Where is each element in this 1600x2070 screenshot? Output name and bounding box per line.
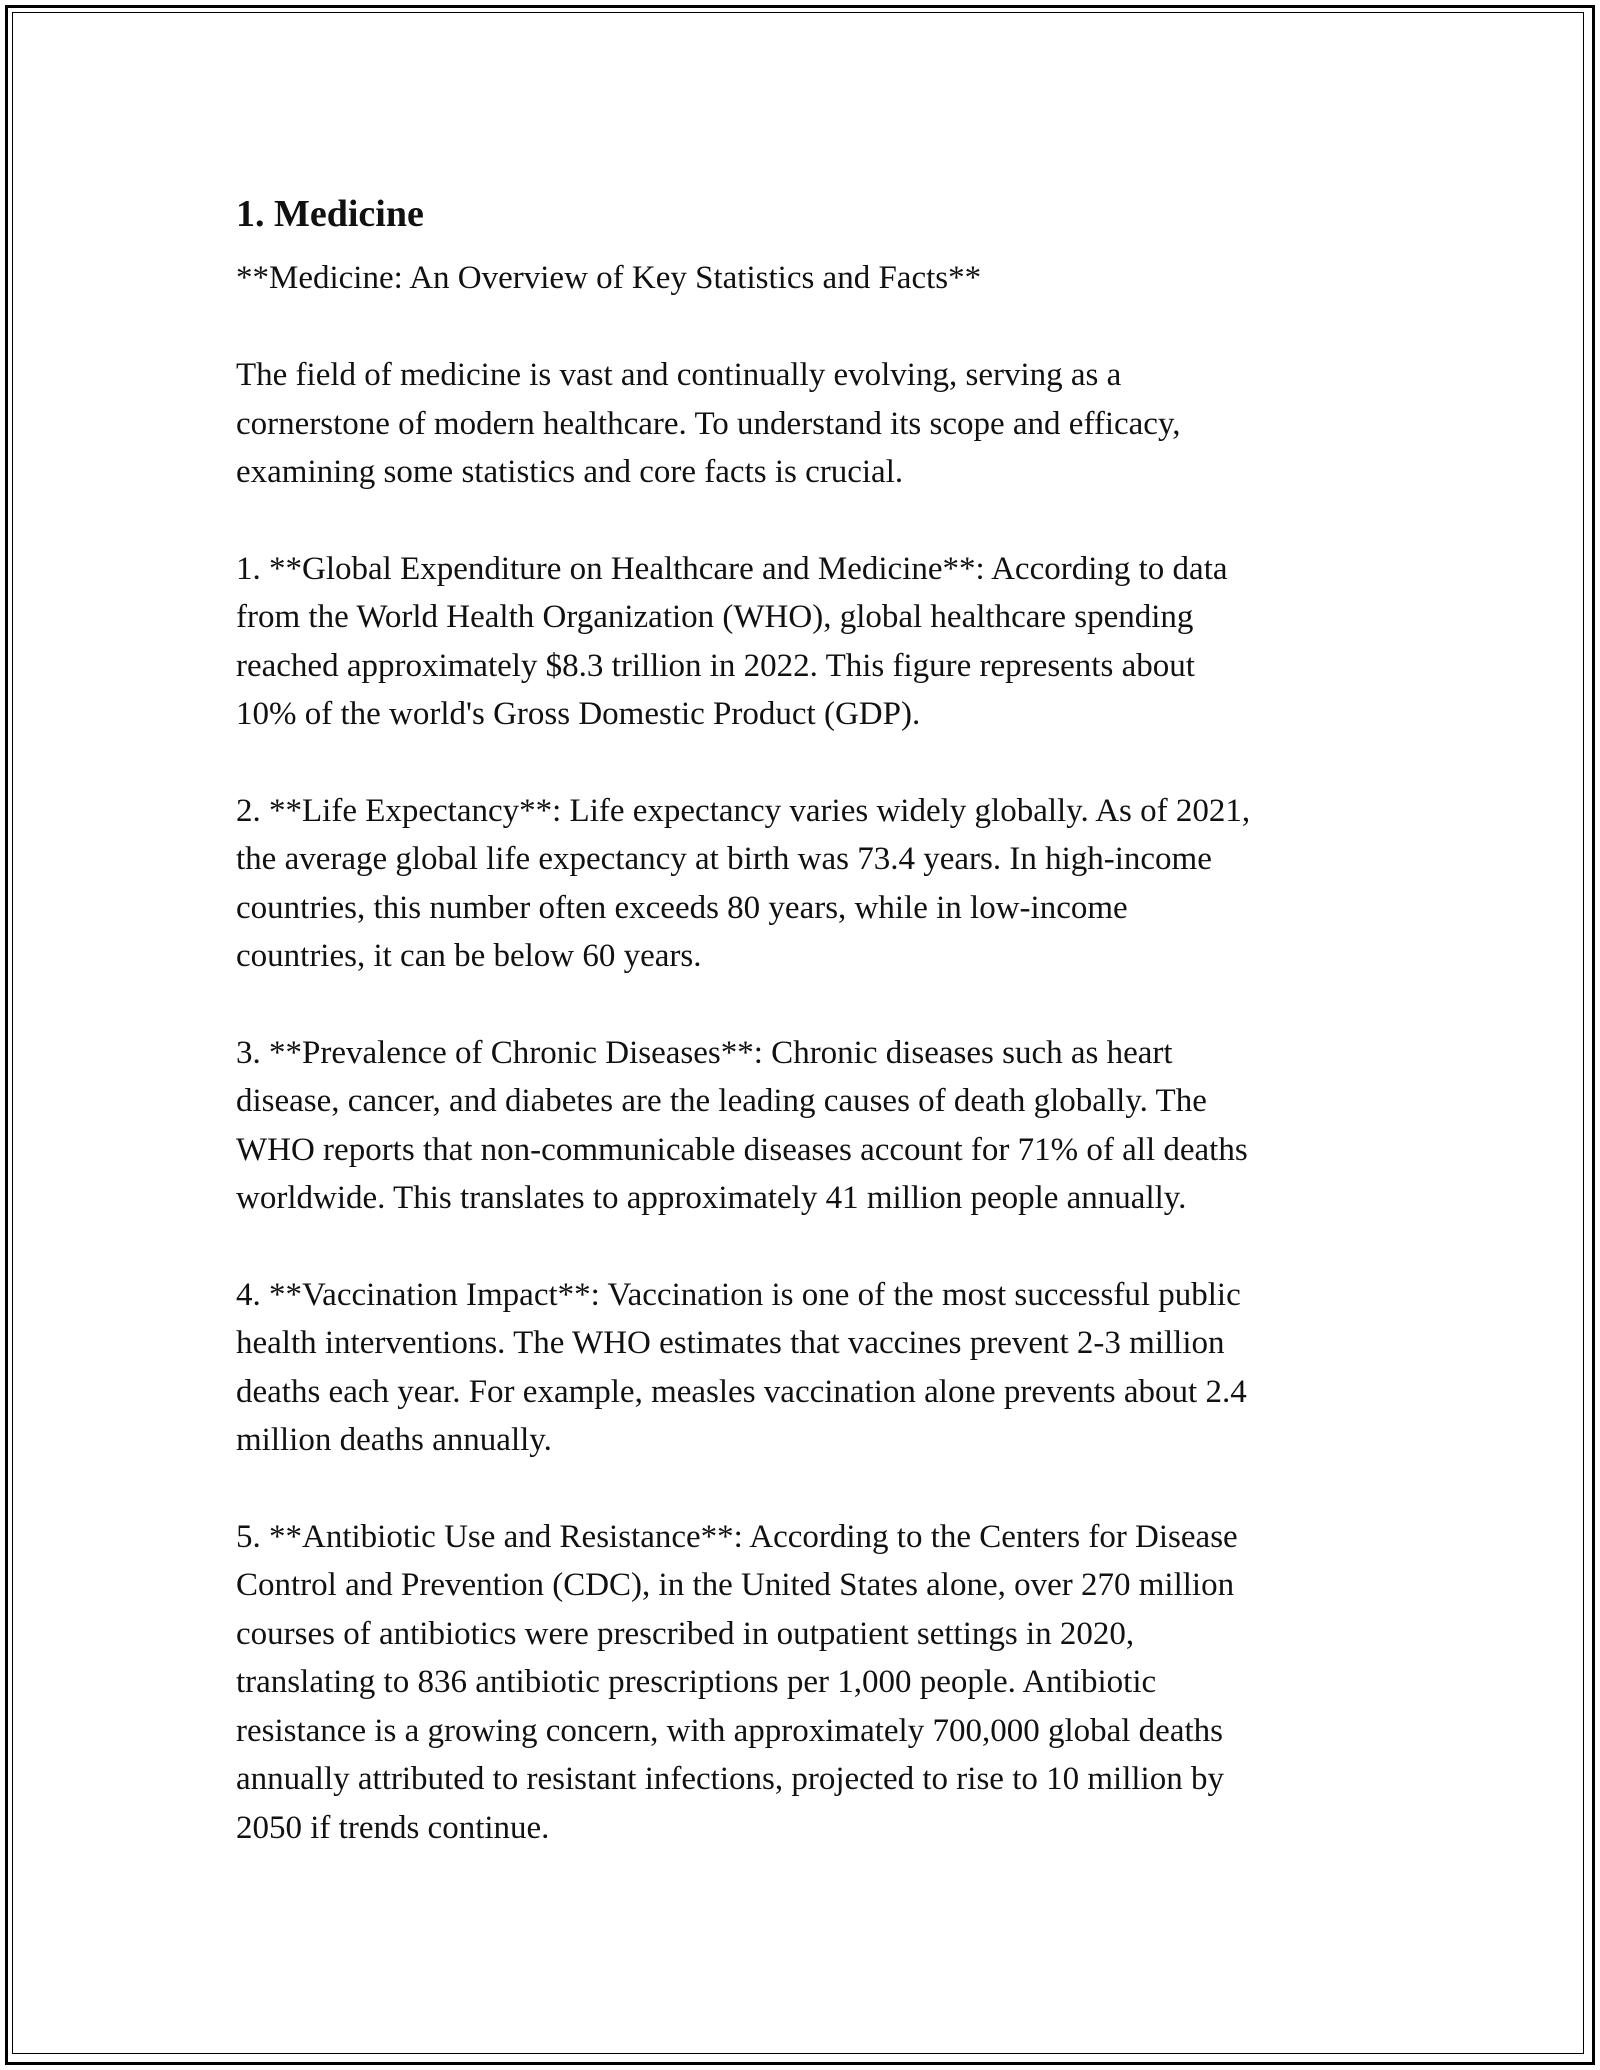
paragraph-line: 5. **Antibiotic Use and Resistance**: According to the Centers for Disease — [236, 1518, 1238, 1555]
paragraph-line: countries, it can be below 60 years. — [236, 938, 702, 974]
paragraph-line: 4. **Vaccination Impact**: Vaccination is one of the most successful public — [236, 1276, 1241, 1313]
paragraph-line: health interventions. The WHO estimates that vaccines prevent 2-3 million — [236, 1325, 1225, 1361]
paragraph-line: from the World Health Organization (WHO), global healthcare spending — [236, 599, 1194, 635]
paragraph-line: translating to 836 antibiotic prescriptions per 1,000 people. Antibiotic — [236, 1664, 1157, 1700]
paragraph-line: 1. **Global Expenditure on Healthcare and Medicine**: According to data — [236, 550, 1228, 587]
fact-item-life-expectancy — [236, 787, 1396, 981]
fact-item-expenditure — [236, 545, 1396, 739]
document-body — [236, 188, 1396, 1900]
fact-item-vaccination — [236, 1271, 1396, 1465]
section-heading: 1. Medicine — [236, 193, 424, 235]
paragraph-line: countries, this number often exceeds 80 years, while in low-income — [236, 889, 1128, 926]
paragraph-line: 10% of the world's Gross Domestic Product (GDP). — [236, 696, 921, 732]
paragraph-line: courses of antibiotics were prescribed in outpatient settings in 2020, — [236, 1615, 1135, 1652]
paragraph-line: The field of medicine is vast and continually evolving, serving as a — [236, 357, 1122, 393]
fact-item-antibiotics — [236, 1513, 1396, 1853]
paragraph-line: disease, cancer, and diabetes are the leading causes of death globally. The — [236, 1083, 1207, 1119]
paragraph-line: 2. **Life Expectancy**: Life expectancy varies widely globally. As of 2021, — [236, 792, 1251, 829]
paragraph-line: 3. **Prevalence of Chronic Diseases**: Chronic diseases such as heart — [236, 1034, 1173, 1071]
paragraph-line: WHO reports that non-communicable diseases account for 71% of all deaths — [236, 1131, 1248, 1168]
paragraph-line: Control and Prevention (CDC), in the United States alone, over 270 million — [236, 1567, 1235, 1603]
paragraph-line: annually attributed to resistant infections, projected to rise to 10 million by — [236, 1761, 1224, 1797]
paragraph-line: 2050 if trends continue. — [236, 1809, 550, 1846]
paragraph-line: worldwide. This translates to approximately 41 million people annually. — [236, 1180, 1187, 1216]
paragraph-line: cornerstone of modern healthcare. To understand its scope and efficacy, — [236, 405, 1181, 442]
paragraph-line: reached approximately $8.3 trillion in 2022. This figure represents about — [236, 647, 1195, 684]
document-subtitle: **Medicine: An Overview of Key Statistics and Facts** — [236, 260, 982, 296]
paragraph-line: examining some statistics and core facts is crucial. — [236, 454, 904, 490]
paragraph-line: resistance is a growing concern, with approximately 700,000 global deaths — [236, 1712, 1223, 1749]
paragraph-line: the average global life expectancy at birth was 73.4 years. In high-income — [236, 841, 1212, 877]
paragraph-line: deaths each year. For example, measles vaccination alone prevents about 2.4 — [236, 1373, 1247, 1410]
paragraph-line: million deaths annually. — [236, 1422, 552, 1458]
intro-paragraph — [236, 351, 1396, 497]
fact-item-chronic-diseases — [236, 1029, 1396, 1223]
